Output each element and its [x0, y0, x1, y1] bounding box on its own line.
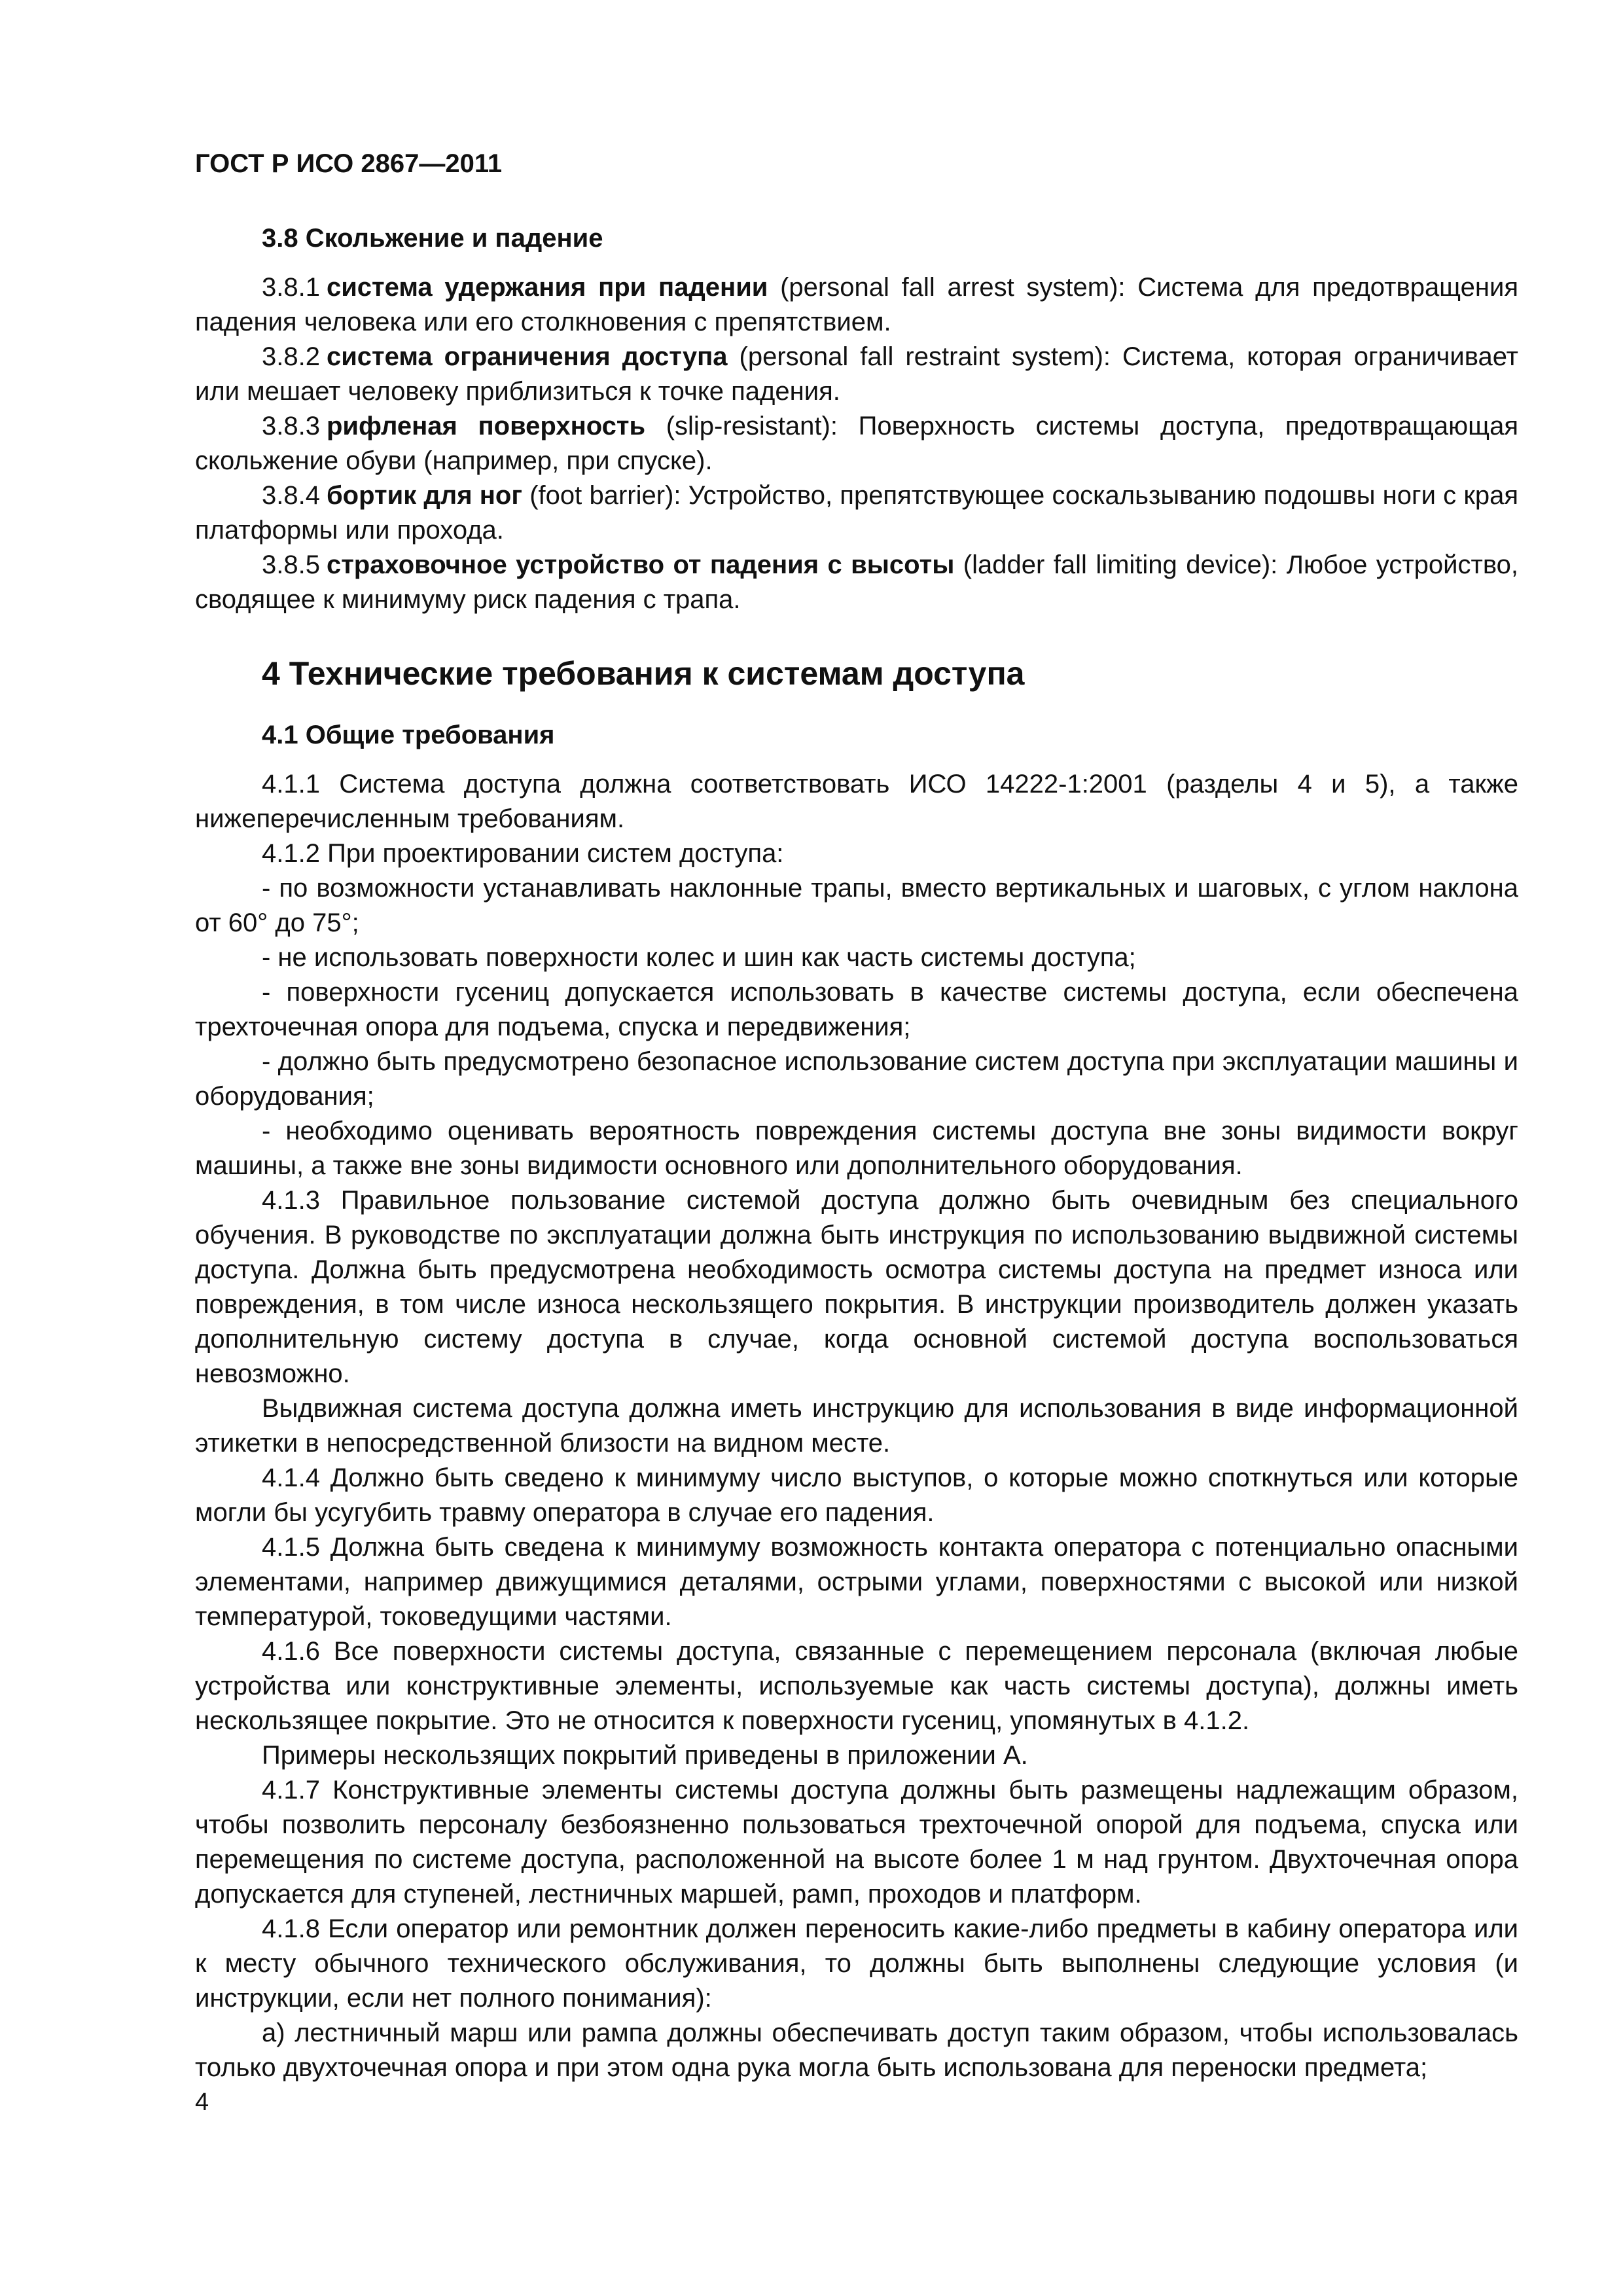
paragraph: Выдвижная система доступа должна иметь инструкцию для использования в виде информационной этикетки в непосредственной близости на видном месте. [195, 1394, 1518, 1458]
document-body [195, 221, 1518, 2085]
definition-term: страховочное устройство от падения с высоты [326, 550, 955, 579]
paragraph: 4.1.5 Должна быть сведена к минимуму возможность контакта оператора с потенциально опасными элементами, например движущимися деталями, острыми углами, поверхностями с высокой или низкой температурой, токоведущими частями. [195, 1533, 1518, 1631]
definition-number: 3.8.4 [262, 481, 320, 510]
list-item: - не использовать поверхности колес и шин как часть системы доступа; [262, 943, 1136, 972]
list-item: - поверхности гусениц допускается использовать в качестве системы доступа, если обеспечена трехточечная опора для подъема, спуска и передвижения; [195, 978, 1518, 1041]
paragraph: 4.1.8 Если оператор или ремонтник должен переносить какие-либо предметы в кабину оператора или к месту обычного технического обслуживания, то должны быть выполнены следующие условия (и инструкции, если нет полного понимания): [195, 1914, 1518, 2013]
definition-3-8-4 [195, 478, 1518, 548]
paragraph: 4.1.7 Конструктивные элементы системы доступа должны быть размещены надлежащим образом, чтобы позволить персоналу безбоязненно пользоваться трехточечной опорой для подъема, спуска или перемещения по системе доступа, расположенной на высоте более 1 м над грунтом. Двухточечная опора допускается для ступеней, лестничных маршей, рамп, проходов и платформ. [195, 1776, 1518, 1909]
definition-text: (personal fall restraint system): Система, которая ограничивает или мешает человеку приблизиться к точке падения. [195, 342, 1519, 406]
definition-term: рифленая поверхность [326, 412, 646, 440]
section-4-heading: 4 Технические требования к системам доступа [262, 655, 1025, 692]
section-4-1-heading: 4.1 Общие требования [262, 721, 555, 749]
definition-3-8-2 [195, 340, 1518, 409]
definition-term: бортик для ног [326, 481, 523, 510]
definition-number: 3.8.5 [262, 550, 320, 579]
definition-term: система ограничения доступа [326, 342, 728, 371]
document-page [195, 0, 1518, 2296]
paragraph: 4.1.1 Система доступа должна соответствовать ИСО 14222-1:2001 (разделы 4 и 5), а также нижеперечисленным требованиям. [195, 770, 1518, 833]
paragraph: Примеры нескользящих покрытий приведены в приложении А. [262, 1741, 1028, 1770]
definition-text: (personal fall arrest system): Система для предотвращения падения человека или его столкновения с препятствием. [195, 273, 1518, 336]
section-3-8-heading: 3.8 Скольжение и падение [262, 224, 603, 253]
document-header: ГОСТ Р ИСО 2867—2011 [195, 149, 503, 178]
list-item: - по возможности устанавливать наклонные трапы, вместо вертикальных и шаговых, с углом наклона от 60° до 75°; [195, 874, 1518, 937]
paragraph: 4.1.2 При проектировании систем доступа: [262, 839, 784, 868]
paragraph: 4.1.4 Должно быть сведено к минимуму число выступов, о которые можно споткнуться или которые могли бы усугубить травму оператора в случае его падения. [195, 1463, 1518, 1527]
definition-term: система удержания при падении [326, 273, 768, 302]
definition-text: (foot barrier): Устройство, препятствующее соскальзыванию подошвы ноги с края платформы или прохода. [195, 481, 1518, 545]
definition-3-8-3 [195, 409, 1518, 478]
paragraph: 4.1.6 Все поверхности системы доступа, связанные с перемещением персонала (включая любые устройства или конструктивные элементы, используемые как часть системы доступа), должны иметь нескользящее покрытие. Это не относится к поверхности гусениц, упомянутых в 4.1.2. [195, 1637, 1518, 1735]
list-item: а) лестничный марш или рампа должны обеспечивать доступ таким образом, чтобы использовалась только двухточечная опора и при этом одна рука могла быть использована для переноски предмета; [195, 2018, 1518, 2082]
page-number: 4 [195, 2089, 209, 2116]
definition-3-8-1 [195, 270, 1518, 340]
list-item: - должно быть предусмотрено безопасное использование систем доступа при эксплуатации машины и оборудования; [195, 1047, 1518, 1111]
definition-number: 3.8.2 [262, 342, 320, 371]
paragraph: 4.1.3 Правильное пользование системой доступа должно быть очевидным без специального обучения. В руководстве по эксплуатации должна быть инструкция по использованию выдвижной системы доступа. Должна быть предусмотрена необходимость осмотра системы доступа на предмет износа или повреждения, в том числе износа нескользящего покрытия. В инструкции производитель должен указать дополнительную систему доступа в случае, когда основной системой доступа воспользоваться невозможно. [195, 1186, 1518, 1388]
definition-text: (slip-resistant): Поверхность системы доступа, предотвращающая скольжение обуви (например, при спуске). [195, 412, 1518, 475]
definition-text: (ladder fall limiting device): Любое устройство, сводящее к минимуму риск падения с трапа. [195, 550, 1518, 614]
list-item: - необходимо оценивать вероятность повреждения системы доступа вне зоны видимости вокруг машины, а также вне зоны видимости основного или дополнительного оборудования. [195, 1117, 1518, 1180]
definition-number: 3.8.1 [262, 273, 320, 302]
definition-number: 3.8.3 [262, 412, 320, 440]
definition-3-8-5 [195, 548, 1518, 617]
